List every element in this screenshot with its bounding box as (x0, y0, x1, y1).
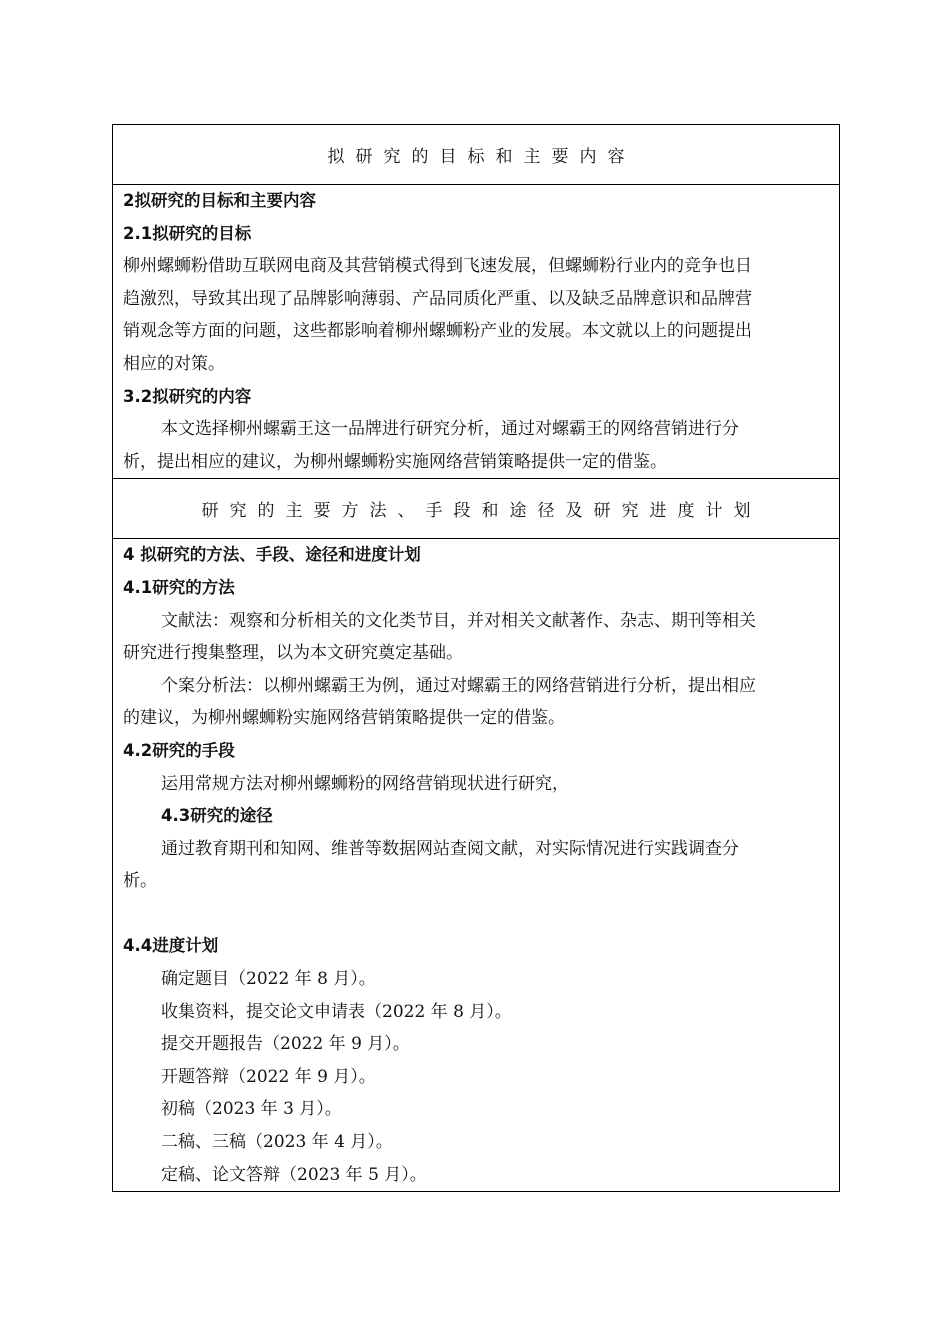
subheading-content: 3.2拟研究的内容 (123, 386, 252, 406)
schedule-item: 开题答辩（2022 年 9 月）。 (161, 1066, 376, 1087)
schedule-item: 提交开题报告（2022 年 9 月）。 (161, 1034, 410, 1055)
paragraph-line: 相应的对策。 (123, 353, 225, 374)
paragraph-line: 运用常规方法对柳州螺蛳粉的网络营销现状进行研究， (161, 773, 569, 794)
blank-line (123, 898, 829, 931)
paragraph-line: 趋激烈，导致其出现了品牌影响薄弱、产品同质化严重、以及缺乏品牌意识和品牌营 (123, 288, 752, 309)
table-header-goals-text: 拟研究的目标和主要内容 (327, 147, 636, 167)
subheading-means: 4.2研究的手段 (123, 740, 235, 760)
paragraph-line: 柳州螺蛳粉借助互联网电商及其营销模式得到飞速发展，但螺蛳粉行业内的竞争也日 (123, 256, 752, 277)
paragraph-line: 通过教育期刊和知网、维普等数据网站查阅文献，对实际情况进行实践调查分 (161, 838, 739, 859)
subheading-schedule: 4.4进度计划 (123, 936, 219, 956)
paragraph-line: 析。 (123, 871, 157, 892)
schedule-item: 收集资料，提交论文申请表（2022 年 8 月）。 (161, 1001, 512, 1022)
paragraph-line: 个案分析法：以柳州螺霸王为例，通过对螺霸王的网络营销进行分析，提出相应 (161, 675, 756, 696)
schedule-item: 确定题目（2022 年 8 月）。 (161, 969, 376, 990)
paragraph-line: 的建议，为柳州螺蛳粉实施网络营销策略提供一定的借鉴。 (123, 708, 565, 729)
table-header-goals (113, 125, 839, 185)
section-goals (113, 185, 839, 479)
schedule-item: 定稿、论文答辩（2023 年 5 月）。 (161, 1164, 427, 1185)
section-heading: 2拟研究的目标和主要内容 (123, 191, 316, 210)
paragraph-line: 本文选择柳州螺霸王这一品牌进行研究分析，通过对螺霸王的网络营销进行分 (161, 419, 739, 440)
table-header-methods (113, 479, 839, 539)
subheading-approach: 4.3研究的途径 (161, 806, 273, 826)
schedule-item: 二稿、三稿（2023 年 4 月）。 (161, 1132, 393, 1153)
paragraph-line: 研究进行搜集整理，以为本文研究奠定基础。 (123, 643, 463, 664)
subheading-methods: 4.1研究的方法 (123, 577, 235, 597)
schedule-item: 初稿（2023 年 3 月）。 (161, 1099, 342, 1120)
paragraph-line: 析，提出相应的建议，为柳州螺蛳粉实施网络营销策略提供一定的借鉴。 (123, 451, 667, 472)
proposal-table (112, 124, 840, 1192)
paragraph-line: 文献法：观察和分析相关的文化类节目，并对相关文献著作、杂志、期刊等相关 (161, 610, 756, 631)
subheading-goal: 2.1拟研究的目标 (123, 223, 252, 243)
section-heading: 4 拟研究的方法、手段、途径和进度计划 (123, 545, 421, 565)
paragraph-line: 销观念等方面的问题，这些都影响着柳州螺蛳粉产业的发展。本文就以上的问题提出 (123, 321, 752, 342)
table-header-methods-text: 研究的主要方法、手段和途径及研究进度计划 (201, 501, 762, 522)
section-methods (113, 539, 839, 1191)
